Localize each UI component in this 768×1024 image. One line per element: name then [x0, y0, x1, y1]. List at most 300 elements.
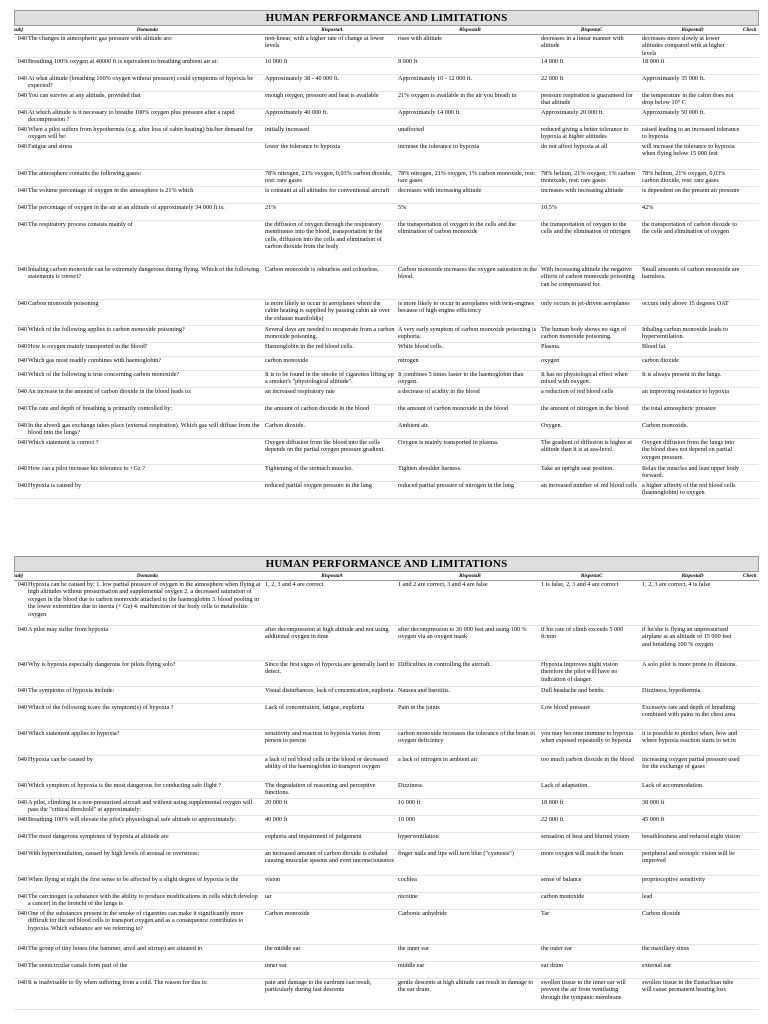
check-cell — [743, 876, 759, 892]
question-cell: The respiratory process consists mainly of — [28, 221, 133, 228]
answer-b-cell: White blood cells. — [398, 343, 444, 350]
question-cell: Breathing 100% oxygen at 40000 ft is equivalent to breathing ambient air at: — [28, 58, 219, 65]
table-row — [14, 388, 759, 405]
table-row — [14, 109, 759, 126]
answer-c-cell: 78% helium, 21% oxygen, 1% carbon monoxide, rest: rare gases — [541, 170, 635, 185]
answer-a-cell: a lack of red blood cells in the blood or decreased ability of the haemoglobin to transport oxygen — [265, 756, 389, 771]
answer-c-cell: pressure respiration is guaranteed for that altitude — [541, 92, 633, 107]
table-row — [14, 465, 759, 482]
table-row — [14, 126, 759, 143]
answer-d-cell: 45 000 ft — [642, 816, 665, 823]
check-cell — [743, 439, 759, 464]
answer-b-cell: the transportation of oxygen to the cells and the elimination of carbon monoxide — [398, 221, 516, 236]
subject-cell: 040 — [17, 661, 27, 668]
answer-a-cell: an increased amount of carbon dioxide is exhaled causing muscular spasms and even unconsciousness — [265, 850, 395, 865]
answer-b-cell: 21% oxygen is available in the air you breath in — [398, 92, 517, 99]
table-row — [14, 893, 759, 910]
answer-b-cell: Carbon monoxide increases the oxygen saturation in the blood. — [398, 266, 538, 281]
answer-c-cell: Approximately 20 000 ft. — [541, 109, 604, 116]
answer-b-cell: 78% nitrogen, 21% oxygen, 1% carbon monoxide, rest: rare gases — [398, 170, 536, 185]
header-check: Check — [743, 27, 757, 33]
answer-b-cell: Difficulties in controlling the aircraft. — [398, 661, 492, 668]
question-cell: Breathing 100% will elevate the pilot's physiological safe altitude to approximately: — [28, 816, 237, 823]
check-cell — [743, 833, 759, 849]
table-row — [14, 661, 759, 687]
answer-d-cell: 42% — [642, 204, 654, 211]
answer-d-cell: swollen tissue in the Eustachian tube will cause permanent hearing loss — [642, 979, 734, 994]
answer-a-cell: after decompression at high altitude and not using additional oxygen in time — [265, 626, 389, 641]
answer-c-cell: 18 000 ft — [541, 799, 564, 806]
page-2 — [14, 556, 759, 1010]
header-domanda: Domanda — [136, 27, 158, 33]
answer-b-cell: 16 000 ft — [398, 799, 421, 806]
subject-cell: 040 — [17, 581, 27, 588]
header-risposta-a: RispostaA — [321, 573, 343, 579]
check-cell — [743, 266, 759, 299]
question-cell: It is inadvisable to fly when suffering from a cold. The reason for this is: — [28, 979, 208, 986]
table-row — [14, 687, 759, 704]
header-risposta-d: RispostaD — [681, 27, 704, 33]
question-cell: Which of the following is true concerning carbon monoxide? — [28, 371, 180, 378]
header-domanda: Domanda — [136, 573, 158, 579]
answer-b-cell: Ambient air. — [398, 422, 429, 429]
question-cell: The most dangerous symptoms of hypoxia at altitude are — [28, 833, 169, 840]
table-row — [14, 266, 759, 300]
answer-a-cell: Approximately 40 000 ft. — [265, 109, 328, 116]
subject-cell: 040 — [17, 893, 27, 900]
answer-a-cell: Several days are needed to recuperate from a carbon monoxide poisoning. — [265, 326, 395, 341]
subject-cell: 040 — [17, 221, 27, 228]
question-cell: The group of tiny bones (the hammer, anvil and stirrup) are situated in — [28, 945, 203, 952]
answer-a-cell: initially increased — [265, 126, 310, 133]
subject-cell: 040 — [17, 962, 27, 969]
subject-cell: 040 — [17, 876, 27, 883]
answer-d-cell: the maxillary sinus — [642, 945, 690, 952]
answer-b-cell: a decrease of acidity in the blood — [398, 388, 480, 395]
subject-cell: 040 — [17, 92, 27, 99]
table-row — [14, 850, 759, 876]
answer-a-cell: Carbon monoxide — [265, 910, 310, 917]
question-cell: The rate and depth of breathing is primarily controlled by: — [28, 405, 173, 412]
subject-cell: 040 — [17, 945, 27, 952]
question-cell: The changes in atmospheric gas pressure with altitude are: — [28, 35, 173, 42]
subject-cell: 040 — [17, 850, 27, 857]
answer-c-cell: sense of balance — [541, 876, 582, 883]
subject-cell: 040 — [17, 143, 27, 150]
answer-a-cell: pain and damage to the eardrum can result, particularly during fast descents — [265, 979, 372, 994]
check-cell — [743, 35, 759, 57]
question-cell: The carcinogen (a substance with the ability to produce modifications in cells which develop a cancer) in the bronchi of the lungs is — [28, 893, 258, 908]
table-row — [14, 75, 759, 92]
check-cell — [743, 704, 759, 729]
table-row — [14, 730, 759, 756]
subject-cell: 040 — [17, 704, 27, 711]
question-cell: Hypoxia can be caused by — [28, 756, 93, 763]
question-cell: At what altitude (breathing 100% oxygen without pressure) could symptoms of hypoxia be expected? — [28, 75, 254, 90]
table-row — [14, 92, 759, 109]
answer-d-cell: raised leading to an increased tolerance to hypoxia — [642, 126, 740, 141]
subject-cell: 040 — [17, 465, 27, 472]
answer-b-cell: reduced partial pressure of nitrogen in the lung — [398, 482, 514, 489]
answer-b-cell: Nausea and barotitis. — [398, 687, 451, 694]
answer-a-cell: Visual disturbances, lack of concentration, euphoria. — [265, 687, 395, 694]
subject-cell: 040 — [17, 388, 27, 395]
check-cell — [743, 371, 759, 387]
header-risposta-c: RispostaC — [580, 573, 603, 579]
answer-c-cell: Lack of adaptation. — [541, 782, 589, 789]
answer-b-cell: increase the tolerance to hypoxia — [398, 143, 480, 150]
answer-c-cell: more oxygen will reach the brain — [541, 850, 623, 857]
check-cell — [743, 92, 759, 108]
table-row — [14, 945, 759, 962]
answer-d-cell: It is always present in the lungs. — [642, 371, 722, 378]
check-cell — [743, 405, 759, 421]
answer-c-cell: The gradient of diffusion is higher at altitude than it is at sea-level. — [541, 439, 632, 454]
subject-cell: 040 — [17, 109, 27, 116]
answer-d-cell: Relax the muscles and lean upper body forward. — [642, 465, 739, 480]
answer-a-cell: tar — [265, 893, 272, 900]
answer-a-cell: Carbon monoxide is odourless and colourless. — [265, 266, 380, 273]
table-row — [14, 371, 759, 388]
table-row — [14, 422, 759, 439]
answer-b-cell: Pain in the joints — [398, 704, 440, 711]
answer-c-cell: 10,5% — [541, 204, 557, 211]
answer-a-cell: 20 000 ft — [265, 799, 288, 806]
table-row — [14, 756, 759, 782]
question-cell: Carbon monoxide poisoning — [28, 300, 99, 307]
check-cell — [743, 626, 759, 660]
question-cell: Which gas most readily combines with haemoglobin? — [28, 357, 162, 364]
subject-cell: 040 — [17, 833, 27, 840]
answer-d-cell: 38 000 ft — [642, 799, 665, 806]
answer-b-cell: nitrogen — [398, 357, 419, 364]
answer-d-cell: 78% helium, 21% oxygen, 0,03% carbon dioxide, rest: rare gases — [642, 170, 726, 185]
answer-a-cell: Lack of concentration, fatigue, euphoria — [265, 704, 365, 711]
question-cell: The atmosphere contains the following gases: — [28, 170, 142, 177]
question-cell: Which statement is correct ? — [28, 439, 99, 446]
question-cell: When flying at night the first sense to be affected by a slight degree of hypoxia is the — [28, 876, 239, 883]
answer-d-cell: Carbon dioxide — [642, 910, 681, 917]
subject-cell: 040 — [17, 687, 27, 694]
answer-a-cell: 10 000 ft — [265, 58, 288, 65]
answer-d-cell: Excessive rate and depth of breathing combined with pains in the chest area — [642, 704, 736, 719]
answer-a-cell: 21% — [265, 204, 277, 211]
table-row — [14, 187, 759, 204]
subject-cell: 040 — [17, 371, 27, 378]
answer-b-cell: middle ear — [398, 962, 425, 969]
check-cell — [743, 730, 759, 755]
check-cell — [743, 962, 759, 978]
table-row — [14, 482, 759, 499]
table-row — [14, 439, 759, 465]
subject-cell: 040 — [17, 58, 27, 65]
answer-a-cell: enough oxygen, pressure and heat is available — [265, 92, 379, 99]
header-risposta-a: RispostaA — [321, 27, 343, 33]
answer-d-cell: proprioceptive sensitivity — [642, 876, 706, 883]
question-cell: In the alveoli gas exchange takes place (external respiration). Which gas will diffuse from the blood into the lungs? — [28, 422, 260, 437]
answer-a-cell: an increased respiratory rate — [265, 388, 335, 395]
question-cell: Which statement applies to hypoxia? — [28, 730, 120, 737]
answer-d-cell: 1, 2, 3 are correct, 4 is false — [642, 581, 711, 588]
answer-d-cell: lead — [642, 893, 653, 900]
subject-cell: 040 — [17, 422, 27, 429]
table-row — [14, 816, 759, 833]
table-row — [14, 58, 759, 75]
answer-b-cell: is more likely to occur in aeroplanes with twin-engines because of high engine efficiency — [398, 300, 535, 315]
answer-b-cell: It combines 5 times faster to the haemoglobin than oxygen. — [398, 371, 524, 386]
table-row — [14, 405, 759, 422]
answer-d-cell: a higher affinity of the red blood cells (haemoglobin) to oxygen — [642, 482, 736, 497]
answer-a-cell: is more likely to occur in aeroplanes where the cabin heating is supplied by passing cabin air over the exhaust manifold(s) — [265, 300, 390, 322]
answer-a-cell: Carbon dioxide. — [265, 422, 305, 429]
subject-cell: 040 — [17, 756, 27, 763]
answer-a-cell: The degradation of reasoning and perceptive functions. — [265, 782, 376, 797]
answer-a-cell: 40 000 ft — [265, 816, 288, 823]
answer-a-cell: vision — [265, 876, 281, 883]
table-row — [14, 626, 759, 661]
subject-cell: 040 — [17, 405, 27, 412]
table-row — [14, 910, 759, 945]
check-cell — [743, 75, 759, 91]
check-cell — [743, 581, 759, 625]
answer-c-cell: reduced giving a better tolerance to hypoxia at higher altitudes — [541, 126, 629, 141]
answer-c-cell: Tar — [541, 910, 550, 917]
check-cell — [743, 945, 759, 961]
subject-cell: 040 — [17, 75, 27, 82]
subject-cell: 040 — [17, 357, 27, 364]
answer-c-cell: do not affect hypoxia at all — [541, 143, 608, 150]
check-cell — [743, 388, 759, 404]
answer-c-cell: a reduction of red blood cells — [541, 388, 614, 395]
answer-c-cell: The human body shows no sign of carbon monoxide poisoning. — [541, 326, 627, 341]
answer-b-cell: gentle descents at high altitude can result in damage to the ear drum — [398, 979, 534, 994]
answer-a-cell: lower the tolerance to hypoxia — [265, 143, 341, 150]
question-cell: How is oxygen mainly transported in the blood? — [28, 343, 148, 350]
answer-b-cell: the amount of carbon monoxide in the blood — [398, 405, 509, 412]
check-cell — [743, 893, 759, 909]
question-cell: Which of the following is/are the symptom(s) of hypoxia ? — [28, 704, 174, 711]
question-table — [14, 581, 759, 1010]
subject-cell: 040 — [17, 326, 27, 333]
answer-a-cell: reduced partial oxygen pressure in the lung — [265, 482, 372, 489]
answer-c-cell: 22 000 ft — [541, 816, 564, 823]
answer-d-cell: Inhaling carbon monoxide leads to hyperventilation. — [642, 326, 728, 341]
answer-d-cell: if he/she is flying an unpressurised airplane at an altitude of 15 000 feet and breathing 100 % oxygen — [642, 626, 732, 648]
header-subj: subj — [14, 573, 23, 579]
subject-cell: 040 — [17, 187, 27, 194]
answer-b-cell: nicotine — [398, 893, 418, 900]
table-row — [14, 170, 759, 187]
subject-cell: 040 — [17, 266, 27, 273]
header-risposta-d: RispostaD — [681, 573, 704, 579]
answer-a-cell: the middle ear — [265, 945, 301, 952]
header-check: Check — [743, 573, 757, 579]
page-1 — [14, 10, 759, 499]
question-cell: A pilot, climbing in a non-pressurised aircraft and without using supplemental oxygen will pass the "critical threshold" at approximately: — [28, 799, 253, 814]
check-cell — [743, 170, 759, 186]
check-cell — [743, 343, 759, 356]
answer-c-cell: swollen tissue in the inner ear will prevent the air from ventilating through the tympanic membrane — [541, 979, 626, 1001]
answer-c-cell: you may become immune to hypoxia when exposed repeatedly to hypoxia — [541, 730, 633, 745]
question-cell: Which of the following applies to carbon monoxide poisoning? — [28, 326, 185, 333]
answer-c-cell: oxygen — [541, 357, 560, 364]
answer-a-cell: Oxygen diffusion from the blood into the cells depends on the partial oxygen pressure gradient. — [265, 439, 385, 454]
answer-b-cell: 10 000 — [398, 816, 416, 823]
answer-d-cell: Approximately 50 000 ft. — [642, 109, 705, 116]
answer-d-cell: increasing oxygen partial pressure used for the exchange of gases — [642, 756, 740, 771]
answer-a-cell: the diffusion of oxygen through the respiratory membranes into the blood, transportation to the cells, diffusion into the cells and elimination of carbon dioxide from the body — [265, 221, 383, 251]
answer-d-cell: the total atmospheric pressure — [642, 405, 717, 412]
answer-a-cell: is constant at all altitudes for conventional aircraft — [265, 187, 390, 194]
answer-c-cell: the outer ear — [541, 945, 572, 952]
answer-b-cell: finger nails and lips will turn blue ("cyanosis") — [398, 850, 514, 857]
question-cell: With hyperventilation, caused by high levels of arousal or overstress: — [28, 850, 200, 857]
table-row — [14, 833, 759, 850]
check-cell — [743, 661, 759, 686]
question-cell: Why is hypoxia especially dangerous for pilots flying solo? — [28, 661, 176, 668]
check-cell — [743, 465, 759, 481]
question-cell: An increase in the amount of carbon dioxide in the blood leads to: — [28, 388, 192, 395]
check-cell — [743, 126, 759, 142]
answer-c-cell: Oxygen. — [541, 422, 563, 429]
check-cell — [743, 816, 759, 832]
question-cell: The symptoms of hypoxia include: — [28, 687, 115, 694]
answer-a-cell: euphoria and impairment of judgement — [265, 833, 362, 840]
check-cell — [743, 221, 759, 265]
answer-b-cell: Oxygen is mainly transported in plasma. — [398, 439, 499, 446]
answer-a-cell: Haemoglobin in the red blood cells. — [265, 343, 354, 350]
subject-cell: 040 — [17, 204, 27, 211]
answer-d-cell: occurs only above 15 degrees OAT — [642, 300, 729, 307]
question-cell: One of the substances present in the smoke of cigarettes can make it significantly more difficult for the red blood cells to transport oxygen and as a consequence contributes to hypoxia. Which substance are we referring to? — [28, 910, 244, 932]
answer-d-cell: Carbon monoxide. — [642, 422, 689, 429]
answer-a-cell: the amount of carbon dioxide in the blood — [265, 405, 369, 412]
check-cell — [743, 756, 759, 781]
subject-cell: 040 — [17, 626, 27, 633]
question-cell: How can a pilot increase his tolerance to +Gz ? — [28, 465, 146, 472]
table-row — [14, 143, 759, 170]
page-title: HUMAN PERFORMANCE AND LIMITATIONS — [14, 556, 759, 572]
answer-c-cell: the amount of nitrogen in the blood — [541, 405, 629, 412]
answer-c-cell: With increasing altitude the negative effects of carbon monoxide poisoning can be compensated for. — [541, 266, 635, 288]
answer-c-cell: increases with increasing altitude — [541, 187, 624, 194]
header-risposta-b: RispostaB — [459, 573, 481, 579]
question-cell: Inhaling carbon monoxide can be extremely dangerous during flying. Which of the following statements is correct? — [28, 266, 259, 281]
answer-a-cell: Since the first signs of hypoxia are generally hard to detect. — [265, 661, 395, 676]
answer-a-cell: 1, 2, 3 and 4 are correct — [265, 581, 324, 588]
subject-cell: 040 — [17, 730, 27, 737]
answer-b-cell: the inner ear — [398, 945, 429, 952]
subject-cell: 040 — [17, 799, 27, 806]
question-cell: Which symptom of hypoxia is the most dangerous for conducting safe flight ? — [28, 782, 222, 789]
answer-b-cell: rises with altitude — [398, 35, 442, 42]
header-risposta-b: RispostaB — [459, 27, 481, 33]
check-cell — [743, 58, 759, 74]
answer-a-cell: sensitivity and reaction to hypoxia varies from person to person — [265, 730, 381, 745]
table-row — [14, 204, 759, 221]
answer-c-cell: It has no physiological effect when mixed with oxygen. — [541, 371, 628, 386]
check-cell — [743, 687, 759, 703]
table-row — [14, 962, 759, 979]
table-row — [14, 326, 759, 343]
table-row — [14, 357, 759, 371]
table-row — [14, 979, 759, 1010]
subject-cell: 040 — [17, 35, 27, 42]
check-cell — [743, 799, 759, 815]
question-cell: The semicircular canals form part of the — [28, 962, 128, 969]
header-risposta-c: RispostaC — [580, 27, 603, 33]
check-cell — [743, 109, 759, 125]
answer-c-cell: carbon monoxide — [541, 893, 585, 900]
check-cell — [743, 326, 759, 342]
answer-b-cell: A very early symptom of carbon monoxide poisoning is euphoria. — [398, 326, 537, 341]
answer-c-cell: an increased number of red blood cells — [541, 482, 637, 489]
answer-b-cell: unaffected — [398, 126, 424, 133]
answer-d-cell: is dependent on the present air pressure — [642, 187, 740, 194]
check-cell — [743, 910, 759, 944]
answer-a-cell: carbon monoxide — [265, 357, 309, 364]
answer-c-cell: Plasma. — [541, 343, 561, 350]
answer-b-cell: cochlea — [398, 876, 417, 883]
answer-b-cell: 1 and 2 are correct, 3 and 4 are false — [398, 581, 488, 588]
answer-a-cell: Tightening of the stomach muscles. — [265, 465, 353, 472]
subject-cell: 040 — [17, 439, 27, 446]
subject-cell: 040 — [17, 910, 27, 917]
answer-c-cell: too much carbon dioxide in the blood — [541, 756, 634, 763]
column-header-row — [14, 26, 759, 35]
answer-b-cell: 8 000 ft — [398, 58, 418, 65]
answer-c-cell: decreases in a linear manner with altitude — [541, 35, 624, 50]
table-row — [14, 704, 759, 730]
answer-a-cell: non-linear, with a higher rate of change at lower levels — [265, 35, 385, 50]
answer-b-cell: Carbonic anhydride — [398, 910, 447, 917]
answer-d-cell: carbon dioxide — [642, 357, 679, 364]
answer-d-cell: will increase the tolerance to hypoxia when flying below 15 000 feet — [642, 143, 735, 158]
answer-b-cell: a lack of nitrogen in ambient air — [398, 756, 478, 763]
table-row — [14, 782, 759, 799]
answer-d-cell: Approximately 35 000 ft. — [642, 75, 705, 82]
answer-b-cell: 5% — [398, 204, 407, 211]
answer-c-cell: the transportation of oxygen to the cells and the elimination of nitrogen — [541, 221, 631, 236]
answer-b-cell: Approximately 10 - 12 000 ft. — [398, 75, 473, 82]
answer-c-cell: only occurs in jet-driven aeroplanes — [541, 300, 630, 307]
subject-cell: 040 — [17, 300, 27, 307]
check-cell — [743, 850, 759, 875]
table-row — [14, 300, 759, 326]
answer-c-cell: Dull headache and bends. — [541, 687, 605, 694]
answer-b-cell: carbon monoxide increases the tolerance of the brain to oxygen deficiency — [398, 730, 536, 745]
table-row — [14, 799, 759, 816]
question-cell: The volume percentage of oxygen in the atmosphere is 21% which — [28, 187, 194, 194]
header-subj: subj — [14, 27, 23, 33]
question-cell: Hypoxia is caused by — [28, 482, 82, 489]
answer-c-cell: sensation of heat and blurred vision — [541, 833, 630, 840]
column-header-row — [14, 572, 759, 581]
answer-d-cell: breathlessness and reduced night vision — [642, 833, 740, 840]
question-cell: When a pilot suffers from hypothermia (e.g. after loss of cabin heating) his/her demand for oxygen will be: — [28, 126, 253, 141]
table-row — [14, 221, 759, 266]
check-cell — [743, 482, 759, 498]
table-row — [14, 343, 759, 357]
subject-cell: 040 — [17, 782, 27, 789]
check-cell — [743, 782, 759, 798]
answer-c-cell: Low blood pressure — [541, 704, 591, 711]
check-cell — [743, 357, 759, 370]
answer-d-cell: peripheral and scotopic vision will be improved — [642, 850, 735, 865]
question-table — [14, 35, 759, 499]
answer-d-cell: A solo pilot is more prone to illusions. — [642, 661, 737, 668]
table-row — [14, 581, 759, 626]
